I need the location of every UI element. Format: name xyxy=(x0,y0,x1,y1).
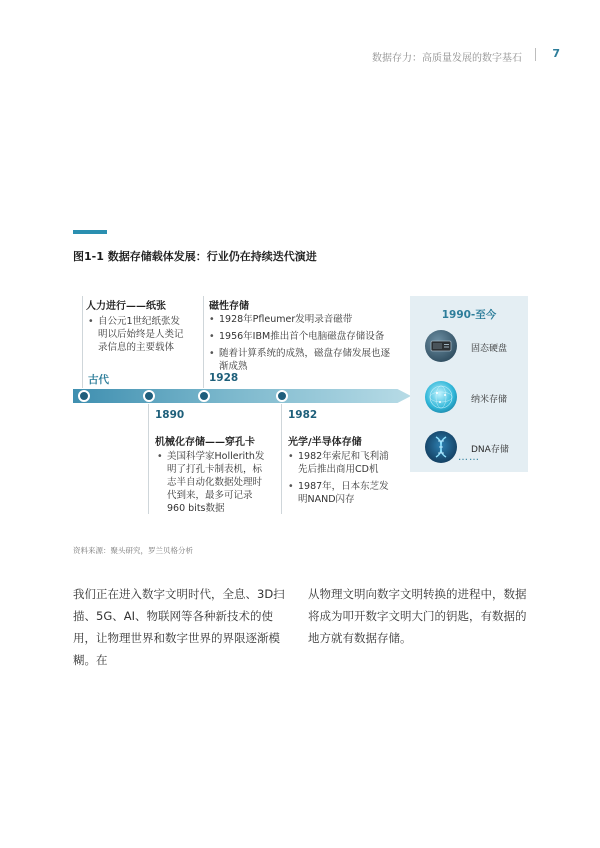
era-1982-label: 1982 xyxy=(288,409,318,421)
era-1982-bullet: • 1987年，日本东芝发明NAND闪存 xyxy=(288,480,398,506)
modern-item-label: 纳米存储 xyxy=(471,395,508,405)
era-1928-bullet: • 1928年Pfleumer发明录音磁带 xyxy=(209,313,399,326)
era-ancient-bullet: • 自公元1世纪纸张发明以后始终是人类记录信息的主要载体 xyxy=(88,315,188,354)
era-1928-label: 1928 xyxy=(209,372,239,384)
era-1928-bullets xyxy=(209,313,399,377)
era-1982-bullet: • 1982年索尼和飞利浦先后推出商用CD机 xyxy=(288,450,398,476)
body-paragraph-right: 从物理文明向数字文明转换的进程中，数据将成为叩开数字文明大门的钥匙，有数据的地方就有数据存储。 xyxy=(308,587,527,645)
era-1928-title: 磁性存储 xyxy=(209,301,249,312)
modern-era-title: 1990-至今 xyxy=(441,309,497,321)
era-1890-title: 机械化存储——穿孔卡 xyxy=(155,437,255,448)
nano-sphere-graphic xyxy=(425,381,457,413)
era-1928-bullet: • 随着计算系统的成熟，磁盘存储发展也逐渐成熟 xyxy=(209,347,399,373)
era-ancient-bullets xyxy=(88,315,188,358)
modern-item-label: 固态硬盘 xyxy=(471,344,508,354)
timeline-dot-1890 xyxy=(143,390,155,402)
era-ancient-title: 人力进行——纸张 xyxy=(86,301,166,312)
era-1890-label: 1890 xyxy=(155,409,185,421)
timeline-dot-ancient xyxy=(78,390,90,402)
running-header-title: 数据存力：高质量发展的数字基石 xyxy=(372,53,522,64)
era-1928-bullet: • 1956年IBM推出首个电脑磁盘存储设备 xyxy=(209,330,399,343)
figure-source: 资料来源：聚头研究，罗兰贝格分析 xyxy=(73,546,193,555)
ssd-icon-graphic xyxy=(425,330,457,362)
timeline-arrow xyxy=(73,389,411,403)
era-1890-bullet: • 美国科学家Hollerith发明了打孔卡制表机，标志半自动化数据处理时代到来，最多可记录960 bits数据 xyxy=(157,450,265,515)
figure-title: 图1-1 数据存储载体发展：行业仍在持续迭代演进 xyxy=(73,250,317,263)
era-1982-bullets xyxy=(288,450,398,510)
timeline-dot-1928 xyxy=(198,390,210,402)
era-1890-connector xyxy=(148,404,149,514)
header-divider xyxy=(535,48,536,61)
era-1890-bullets xyxy=(157,450,265,519)
body-paragraph-left: 我们正在进入数字文明时代，全息、3D扫描、5G、AI、物联网等各种新技术的使用，让物理世界和数字世界的界限逐渐模糊。在 xyxy=(73,587,285,667)
era-ancient-connector xyxy=(82,296,83,388)
era-ancient-label: 古代 xyxy=(88,374,109,386)
section-accent-bar xyxy=(73,230,107,234)
era-1982-title: 光学/半导体存储 xyxy=(288,437,362,448)
modern-more-ellipsis: …… xyxy=(458,452,480,463)
modern-item-label: DNA存储 xyxy=(471,445,509,455)
era-1982-connector xyxy=(281,404,282,514)
nano-sphere-icon xyxy=(425,381,457,413)
ssd-icon xyxy=(425,330,457,362)
era-1928-connector xyxy=(203,296,204,388)
page-number: 7 xyxy=(552,47,560,60)
timeline-dot-1982 xyxy=(276,390,288,402)
